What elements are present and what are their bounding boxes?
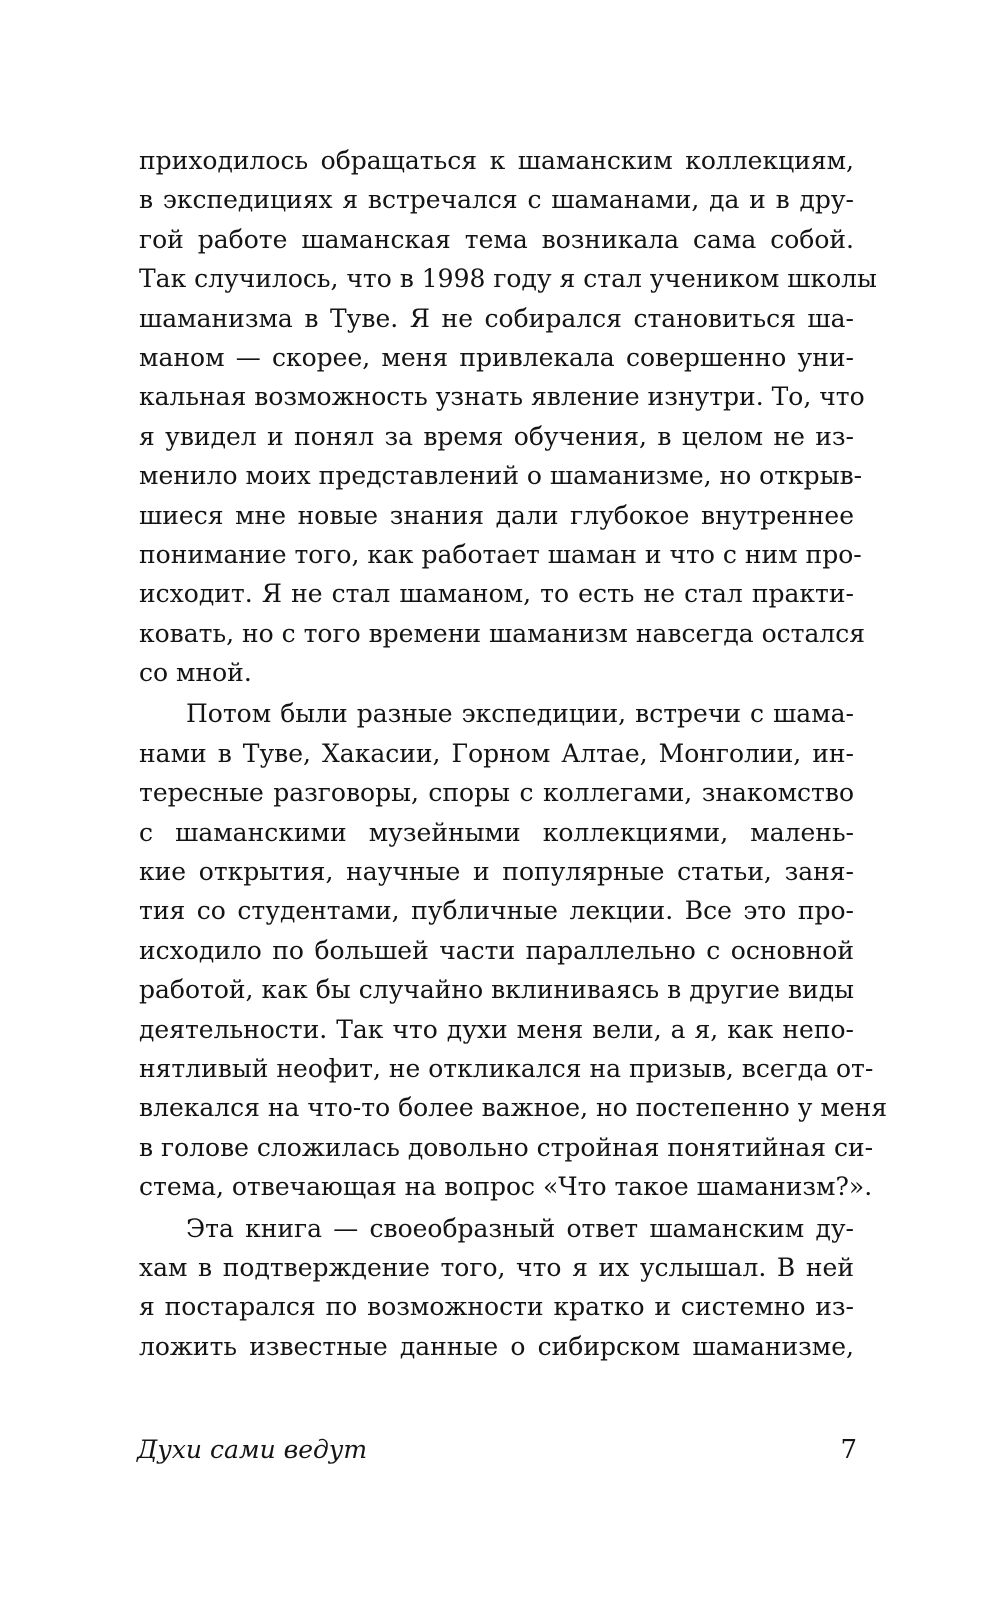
text-line: кие открытия, научные и популярные статьи, заня- [139,857,854,887]
text-line: ложить известные данные о сибирском шаманизме, [139,1331,854,1361]
text-line: гой работе шаманская тема возникала сама собой. [139,224,854,254]
text-line: работой, как бы случайно вклиниваясь в другие виды [139,975,854,1005]
text-line: менило моих представлений о шаманизме, но открыв- [139,461,863,491]
text-line: со мной. [139,658,252,688]
text-line: стема, отвечающая на вопрос «Что такое шаманизм?». [139,1172,873,1202]
text-line: нятливый неофит, не откликался на призыв, всегда от- [139,1053,874,1083]
text-line: Эта книга — своеобразный ответ шаманским ду- [186,1213,854,1243]
text-line: с шаманскими музейными коллекциями, малень- [139,817,854,847]
text-line: влекался на что-то более важное, но постепенно у меня [139,1093,888,1123]
text-line: исходит. Я не стал шаманом, то есть не стал практи- [139,579,854,609]
text-line: Потом были разные экспедиции, встречи с шама- [186,699,854,729]
text-line: в голове сложилась довольно стройная понятийная си- [139,1132,874,1162]
page-footer [137,1430,857,1470]
text-line: хам в подтверждение того, что я их услышал. В ней [139,1252,854,1282]
text-line: в экспедициях я встречался с шаманами, да и в дру- [139,185,854,215]
text-line: тересные разговоры, споры с коллегами, знакомство [139,778,854,808]
text-line: ковать, но с того времени шаманизм навсегда остался [139,618,866,648]
text-line: нами в Туве, Хакасии, Горном Алтае, Монголии, ин- [139,738,854,768]
text-line: шаманизма в Туве. Я не собирался становиться ша- [139,303,854,333]
paragraph [139,1209,854,1367]
text-line: деятельности. Так что духи меня вели, а я, как непо- [139,1014,854,1044]
text-line: Так случилось, что в 1998 году я стал учеником школы [139,264,877,294]
running-title: Духи сами ведут [137,1435,368,1464]
text-line: приходилось обращаться к шаманским коллекциям, [139,146,854,175]
text-line: маном — скорее, меня привлекала совершенно уни- [139,342,854,372]
text-line: я постарался по возможности кратко и системно из- [139,1292,854,1322]
text-line: я увидел и понял за время обучения, в целом не из- [139,421,854,451]
paragraph [139,694,888,1206]
text-line: шиеся мне новые знания дали глубокое внутреннее [139,500,854,530]
text-line: кальная возможность узнать явление изнутри. То, что [139,382,865,412]
page-number: 7 [840,1435,857,1465]
paragraph [139,141,877,692]
text-line: понимание того, как работает шаман и что с ним про- [139,539,862,569]
text-line: исходило по большей части параллельно с основной [139,935,854,965]
body-text [139,141,888,1366]
text-line: тия со студентами, публичные лекции. Все это про- [139,896,854,926]
